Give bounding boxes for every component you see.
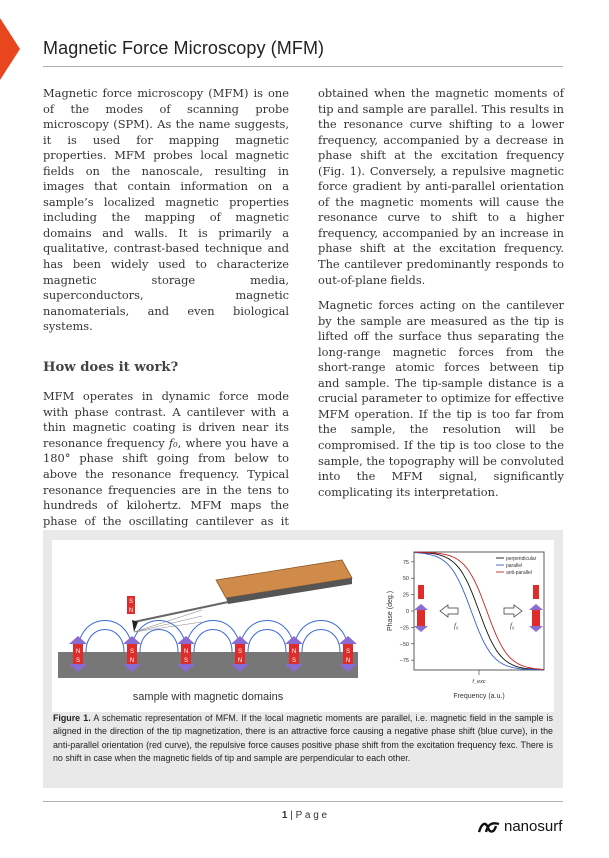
legend-label: anti-parallel	[506, 570, 532, 576]
forces-paragraph: Magnetic forces acting on the cantilever by the sample are measured as the tip is lifted off the surface thus separating the long-range magnetic forces from the short-range atomic forces between tip and sample. The tip-sample distance is a crucial parameter to optimize for effective MFM operation. If the tip is too far from the sample, the resolution will be compromised. If the tip is too close to the sample, the topography will be convoluted into the MFM signal, significantly complicating its interpretation.	[318, 298, 564, 499]
left-column	[43, 86, 289, 586]
nanosurf-logo	[478, 818, 562, 835]
y-tick-label: 75	[402, 559, 409, 566]
how-text-b: , where you have a 180° phase shift going from below to above the resonance frequency. Typical resonance frequencies are in the tens to hundreds of kilohertz. MFM maps the phase of the oscillating cantilever as it	[43, 435, 289, 528]
mfm-schematic	[52, 540, 554, 712]
svg-text:N: N	[183, 649, 189, 655]
chart-magnet	[529, 585, 543, 632]
continuation-paragraph: obtained when the magnetic moments of tip and sample are parallel. This results in the resonance curve shifting to a lower frequency, accompanied by a decrease in phase shift at the excitation frequency (Fig. 1). Conversely, a repulsive magnetic force gradient by anti-parallel orientation of the magnetic moments will cause the resonance curve to shift to a higher frequency, accompanied by an increase in phase shift at the excitation frequency. The cantilever predominantly responds to out-of-plane fields.	[318, 86, 564, 287]
section-heading: How does it work?	[43, 359, 179, 375]
svg-text:N: N	[237, 658, 243, 664]
footer-divider	[43, 801, 563, 802]
svg-text:S: S	[128, 599, 134, 605]
shift-arrow	[440, 605, 458, 617]
f0-annotation: f₀	[454, 622, 459, 630]
svg-text:N: N	[291, 649, 297, 655]
logo-text: nanosurf	[504, 818, 563, 835]
f0-annotation: f₀	[510, 622, 515, 630]
svg-text:N: N	[128, 608, 134, 614]
y-tick-label: 25	[402, 592, 409, 599]
f0-symbol: f₀	[168, 435, 178, 450]
sample-label: sample with magnetic domains	[132, 691, 284, 703]
svg-text:N: N	[75, 649, 81, 655]
page-word: P a g e	[295, 810, 328, 821]
y-axis-label: Phase (deg.)	[387, 590, 394, 632]
svg-text:S: S	[183, 658, 189, 664]
svg-text:S: S	[129, 649, 135, 655]
shift-arrow	[504, 605, 522, 617]
corner-accent	[0, 18, 20, 80]
y-tick-label: 50	[402, 576, 409, 583]
field-lines	[75, 621, 351, 655]
figure-image-area	[52, 540, 554, 712]
fexc-label: f_exc	[472, 679, 486, 685]
svg-text:S: S	[345, 649, 351, 655]
how-text-a: MFM operates in dynamic force mode with phase contrast. A cantilever with a thin magnetic coating is driven near its resonance frequency	[43, 389, 289, 450]
svg-text:N: N	[345, 658, 351, 664]
caption-label: Figure 1.	[53, 713, 91, 723]
page-separator: |	[287, 810, 296, 821]
legend-label: parallel	[506, 563, 523, 569]
y-tick-label: −50	[399, 641, 409, 648]
right-column	[318, 86, 564, 510]
page-number: 1	[281, 810, 288, 821]
probe-ghost-lines	[134, 610, 202, 632]
svg-text:S: S	[237, 649, 243, 655]
y-tick-label: −25	[399, 625, 409, 632]
svg-text:N: N	[129, 658, 135, 664]
y-tick-label: 0	[405, 609, 409, 615]
y-tick-label: −75	[399, 658, 409, 665]
nanosurf-logo-icon	[478, 820, 500, 834]
tip-magnet	[127, 596, 135, 614]
title-divider	[43, 66, 563, 67]
legend-label: perpendicular	[506, 556, 537, 562]
svg-text:S: S	[291, 658, 297, 664]
page-title: Magnetic Force Microscopy (MFM)	[43, 38, 325, 58]
intro-paragraph: Magnetic force microscopy (MFM) is one of the modes of scanning probe microscopy (SPM). As the name suggests, it is used for mapping magnetic properties. MFM probes local magnetic fields on the nanoscale, resulting in images that contain information on a sample’s localized magnetic properties including the mapping of magnetic domains and walls. It is primarily a qualitative, contrast-based technique and has been widely used to characterize magnetic storage media, superconductors, magnetic nanomaterials, and even biological systems.	[43, 86, 289, 334]
sample-slab	[58, 652, 358, 678]
svg-text:S: S	[75, 658, 81, 664]
figure-caption	[53, 712, 553, 766]
probe-tip	[132, 620, 138, 632]
caption-text: A schematic representation of MFM. If the local magnetic moments are parallel, i.e. magnetic field in the sample is aligned in the direction of the tip magnetization, there is an attractive force causing a negative phase shift (blue curve), in the anti-parallel orientation (red curve), the repulsive force causes positive phase shift from the excitation frequency fexc. There is no shift in case when the magnetic fields of tip and sample are perpendicular to each other.	[53, 713, 553, 764]
cantilever-beam	[134, 602, 228, 622]
phase-chart	[387, 552, 544, 700]
x-axis-label: Frequency (a.u.)	[453, 693, 505, 700]
chart-magnet	[414, 585, 428, 632]
